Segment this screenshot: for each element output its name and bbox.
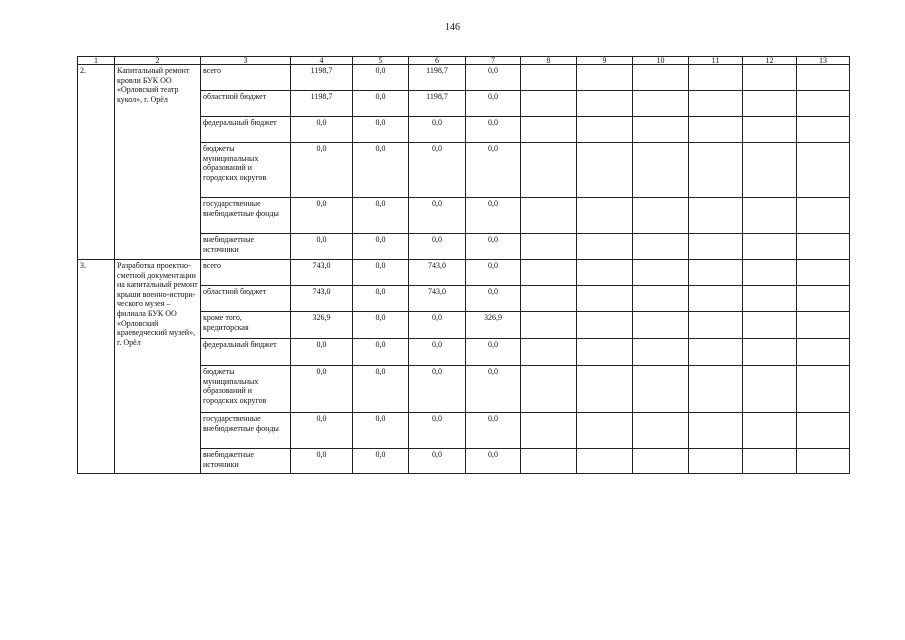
empty-cell xyxy=(797,91,850,117)
empty-cell xyxy=(577,339,633,366)
empty-cell xyxy=(633,198,689,234)
empty-cell xyxy=(633,449,689,474)
project-name: Разработка проектно-сметной документации на капитальный ремонт крыши военно-истори-ческого музея – филиала БУК ОО «Орловский краеведческий музей», г. Орёл xyxy=(115,260,201,474)
empty-cell xyxy=(521,91,577,117)
empty-cell xyxy=(689,366,743,413)
value-cell: 0,0 xyxy=(466,260,521,286)
value-cell: 0,0 xyxy=(291,449,353,474)
empty-cell xyxy=(633,260,689,286)
value-cell: 0,0 xyxy=(353,143,409,198)
funding-source: всего xyxy=(201,260,291,286)
empty-cell xyxy=(633,65,689,91)
empty-cell xyxy=(743,91,797,117)
value-cell: 0,0 xyxy=(466,234,521,260)
empty-cell xyxy=(797,117,850,143)
empty-cell xyxy=(633,234,689,260)
value-cell: 0,0 xyxy=(466,117,521,143)
empty-cell xyxy=(797,413,850,449)
page-number: 146 xyxy=(445,22,460,33)
column-header: 1 xyxy=(78,57,115,65)
empty-cell xyxy=(633,91,689,117)
empty-cell xyxy=(577,117,633,143)
empty-cell xyxy=(633,286,689,312)
value-cell: 0,0 xyxy=(353,413,409,449)
empty-cell xyxy=(743,366,797,413)
value-cell: 0,0 xyxy=(353,260,409,286)
empty-cell xyxy=(689,198,743,234)
empty-cell xyxy=(689,234,743,260)
empty-cell xyxy=(689,260,743,286)
empty-cell xyxy=(577,143,633,198)
empty-cell xyxy=(577,91,633,117)
value-cell: 0,0 xyxy=(409,339,466,366)
value-cell: 0,0 xyxy=(353,65,409,91)
value-cell: 0,0 xyxy=(409,198,466,234)
column-header: 13 xyxy=(797,57,850,65)
value-cell: 0,0 xyxy=(353,339,409,366)
value-cell: 0,0 xyxy=(466,65,521,91)
value-cell: 0,0 xyxy=(409,366,466,413)
empty-cell xyxy=(797,143,850,198)
row-number: 3. xyxy=(78,260,115,474)
value-cell: 0,0 xyxy=(291,339,353,366)
value-cell: 0,0 xyxy=(466,143,521,198)
value-cell: 326,9 xyxy=(466,312,521,339)
value-cell: 326,9 xyxy=(291,312,353,339)
funding-source: областной бюджет xyxy=(201,286,291,312)
value-cell: 0,0 xyxy=(291,366,353,413)
empty-cell xyxy=(577,260,633,286)
value-cell: 0,0 xyxy=(291,413,353,449)
empty-cell xyxy=(689,339,743,366)
empty-cell xyxy=(743,449,797,474)
value-cell: 0,0 xyxy=(409,117,466,143)
value-cell: 743,0 xyxy=(409,286,466,312)
funding-source: кроме того, кредиторская xyxy=(201,312,291,339)
value-cell: 0,0 xyxy=(466,366,521,413)
value-cell: 743,0 xyxy=(409,260,466,286)
column-header: 6 xyxy=(409,57,466,65)
empty-cell xyxy=(633,413,689,449)
empty-cell xyxy=(633,312,689,339)
funding-source: внебюджетные источники xyxy=(201,234,291,260)
empty-cell xyxy=(521,312,577,339)
empty-cell xyxy=(521,339,577,366)
empty-cell xyxy=(797,260,850,286)
value-cell: 1198,7 xyxy=(409,65,466,91)
column-header: 2 xyxy=(115,57,201,65)
empty-cell xyxy=(797,286,850,312)
empty-cell xyxy=(577,234,633,260)
value-cell: 0,0 xyxy=(466,339,521,366)
funding-source: областной бюджет xyxy=(201,91,291,117)
funding-source: внебюджетные источники xyxy=(201,449,291,474)
empty-cell xyxy=(633,117,689,143)
value-cell: 0,0 xyxy=(291,234,353,260)
column-header: 5 xyxy=(353,57,409,65)
value-cell: 1198,7 xyxy=(291,65,353,91)
value-cell: 0,0 xyxy=(353,117,409,143)
empty-cell xyxy=(743,260,797,286)
empty-cell xyxy=(521,366,577,413)
column-header: 10 xyxy=(633,57,689,65)
empty-cell xyxy=(797,449,850,474)
value-cell: 0,0 xyxy=(409,234,466,260)
empty-cell xyxy=(797,366,850,413)
empty-cell xyxy=(743,117,797,143)
funding-source: федеральный бюджет xyxy=(201,339,291,366)
empty-cell xyxy=(521,65,577,91)
value-cell: 0,0 xyxy=(466,91,521,117)
value-cell: 0,0 xyxy=(353,312,409,339)
empty-cell xyxy=(743,286,797,312)
column-header: 4 xyxy=(291,57,353,65)
empty-cell xyxy=(743,65,797,91)
column-header: 11 xyxy=(689,57,743,65)
empty-cell xyxy=(689,413,743,449)
value-cell: 0,0 xyxy=(291,143,353,198)
empty-cell xyxy=(743,198,797,234)
value-cell: 0,0 xyxy=(353,366,409,413)
funding-source: бюджеты муниципальных образований и городских округов xyxy=(201,143,291,198)
table-row xyxy=(78,65,850,91)
column-header: 12 xyxy=(743,57,797,65)
empty-cell xyxy=(633,143,689,198)
project-name: Капитальный ремонт кровли БУК ОО «Орловский театр кукол», г. Орёл xyxy=(115,65,201,260)
column-header: 8 xyxy=(521,57,577,65)
value-cell: 743,0 xyxy=(291,286,353,312)
funding-source: государственные внебюджетные фонды xyxy=(201,198,291,234)
value-cell: 0,0 xyxy=(466,198,521,234)
value-cell: 0,0 xyxy=(409,143,466,198)
empty-cell xyxy=(797,339,850,366)
empty-cell xyxy=(633,366,689,413)
funding-source: государственные внебюджетные фонды xyxy=(201,413,291,449)
budget-table xyxy=(77,56,850,474)
empty-cell xyxy=(689,91,743,117)
value-cell: 0,0 xyxy=(291,117,353,143)
value-cell: 0,0 xyxy=(353,91,409,117)
funding-source: бюджеты муниципальных образований и городских округов xyxy=(201,366,291,413)
empty-cell xyxy=(577,413,633,449)
empty-cell xyxy=(689,65,743,91)
table-row xyxy=(78,260,850,286)
value-cell: 0,0 xyxy=(409,449,466,474)
empty-cell xyxy=(797,198,850,234)
empty-cell xyxy=(521,449,577,474)
header-row xyxy=(78,57,850,65)
empty-cell xyxy=(743,143,797,198)
empty-cell xyxy=(797,234,850,260)
value-cell: 1198,7 xyxy=(291,91,353,117)
empty-cell xyxy=(521,413,577,449)
empty-cell xyxy=(743,339,797,366)
value-cell: 0,0 xyxy=(466,449,521,474)
empty-cell xyxy=(521,117,577,143)
empty-cell xyxy=(633,339,689,366)
empty-cell xyxy=(577,449,633,474)
value-cell: 0,0 xyxy=(291,198,353,234)
empty-cell xyxy=(743,234,797,260)
empty-cell xyxy=(743,413,797,449)
funding-source: всего xyxy=(201,65,291,91)
value-cell: 0,0 xyxy=(353,234,409,260)
value-cell: 1198,7 xyxy=(409,91,466,117)
row-number: 2. xyxy=(78,65,115,260)
empty-cell xyxy=(577,198,633,234)
value-cell: 0,0 xyxy=(353,198,409,234)
empty-cell xyxy=(521,143,577,198)
empty-cell xyxy=(521,286,577,312)
empty-cell xyxy=(689,286,743,312)
value-cell: 743,0 xyxy=(291,260,353,286)
empty-cell xyxy=(577,286,633,312)
column-header: 9 xyxy=(577,57,633,65)
empty-cell xyxy=(577,366,633,413)
empty-cell xyxy=(521,234,577,260)
empty-cell xyxy=(743,312,797,339)
value-cell: 0,0 xyxy=(409,312,466,339)
empty-cell xyxy=(521,198,577,234)
value-cell: 0,0 xyxy=(466,413,521,449)
empty-cell xyxy=(689,449,743,474)
column-header: 7 xyxy=(466,57,521,65)
value-cell: 0,0 xyxy=(409,413,466,449)
column-header: 3 xyxy=(201,57,291,65)
empty-cell xyxy=(689,143,743,198)
empty-cell xyxy=(577,312,633,339)
empty-cell xyxy=(797,65,850,91)
empty-cell xyxy=(577,65,633,91)
value-cell: 0,0 xyxy=(353,449,409,474)
empty-cell xyxy=(689,312,743,339)
value-cell: 0,0 xyxy=(466,286,521,312)
funding-source: федеральный бюджет xyxy=(201,117,291,143)
empty-cell xyxy=(797,312,850,339)
empty-cell xyxy=(521,260,577,286)
value-cell: 0,0 xyxy=(353,286,409,312)
empty-cell xyxy=(689,117,743,143)
